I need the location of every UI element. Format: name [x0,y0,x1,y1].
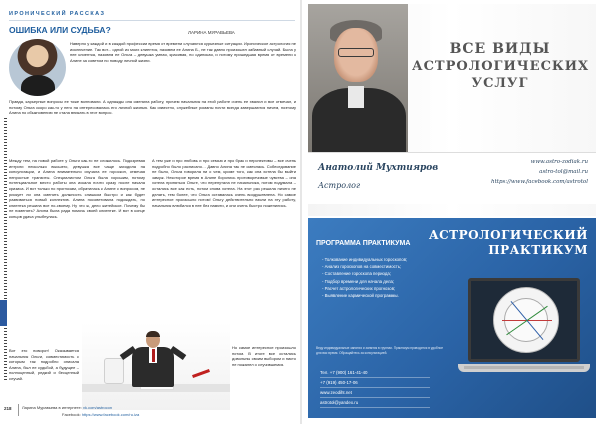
workshop-site-link[interactable]: www.zeodiht.net [320,388,430,398]
article-column-2: А тем уже и про любовь и про семью и про брак и перспективы – все очень подробно было расписано… Давно Алина так не смеялась. Собеседование не было, Ольга говорила ни о чем, кроме того, как она хотела бы выйти замуж. Некоторое время в Алине боролись противоречивые чувства – она хотела приняться Ольге, что перепутала не начальника, потом подумала – остались все как есть, потом снова хотела. На этот раз решила ничего не делать, тем более, что Ольга оставалась очень воодушевлена. Но самое интересное произошло потом! Ольгу действительно взяли на эту работу, начальник влюбился в нее без памяти, и они очень быстро поженились. [152,158,296,208]
hair [146,331,160,337]
footer-line-2-label: Facebook: [62,412,81,417]
author-photo [9,39,66,96]
portrait-collar [348,86,364,108]
workshop-contacts [320,368,430,408]
program-list [322,256,452,299]
phone-number-1[interactable]: +7 (900) 161-41-40 [329,370,368,375]
vk-link[interactable]: vk.com/astrocon [82,405,113,410]
astrology-services-ad [308,4,596,216]
footer-line-1 [22,405,112,410]
ad-facebook-link[interactable]: https://www.facebook.com/astrotol [491,179,588,185]
program-item: - Выявление кармической программы. [322,293,399,299]
ad-contacts [491,157,588,187]
footer-separator [18,404,19,416]
natal-chart-wheel [493,287,559,353]
article-column-1: Между тем, на новой работе у Ольги как-то не сложилось. Подозревая интриги несколько высшего, девушка все чаще заходила на консультации, и Алина внимательно изучала ее гороскоп, отмечая непростые транзиты. Специалистом Ольга была хорошим, потому потенциальное место работы она искала почти сразу после начала кризиса. И вот только по прогнозам, обратилась к Алине с вопросом, не рискует ли она сменить должность слишком быстро и как будет развиваться новый коллектив. Алина посоветовала подождать, но клиентка решила все по-своему. Ну что ж, дело житейское. Почему бы не поменять? Алина была рада помочь своей клиентке. И вот в конце концов удача улыбнулась. [9,158,145,219]
article-author: ЛАРИНА МУРАВЬЕВА [188,30,235,35]
pen-image [192,369,210,378]
headline-line-2: АСТРОЛОГИЧЕСКИХ [412,59,590,74]
workshop-heading [429,228,588,258]
program-note: Веду индивидуальные занятия и занятия в группах. Практикум проводится в удобное для вас время. Обращайтесь за консультацией. [316,346,444,355]
astrologer-role: Астролог [318,181,361,190]
right-page [302,0,600,424]
ad-email-link[interactable]: astro-tol@mail.ru [539,169,588,175]
phone-label: Тел. [320,370,329,375]
article-column-1-end: Вот это поворот! Оказывается начальник Ольги, совместимость с которым так подробно описала Алина, был ее судьбой, а будущее – полноценный, редкий и бесценный случай. [9,348,79,381]
rubric: ИРОНИЧЕСКИЙ РАССКАЗ [9,11,106,17]
program-item: - Составление гороскопа периода; [322,271,391,277]
tie [152,349,155,362]
side-tab [0,300,7,326]
ad-name-band [308,152,596,204]
program-item: - Анализ гороскопов на совместимость; [322,264,402,270]
program-item: - Толкование индивидуальных гороскопов; [322,257,408,262]
workshop-email-link[interactable]: astrotol@yandex.ru [320,398,430,408]
headline-line-1: ВСЕ ВИДЫ [449,41,551,57]
ad-site-link[interactable]: www.astro-zodiak.ru [530,159,588,165]
headline-line-3: УСЛУГ [471,76,529,91]
businessman-figure [120,332,186,402]
ad-headline [412,40,588,130]
workshop-heading-line-1: АСТРОЛОГИЧЕСКИЙ [428,228,588,242]
astrologer-name: Анатолий Мухтияров [318,163,439,173]
workshop-heading-line-2: ПРАКТИКУМ [488,243,588,257]
businessman-photo [82,322,230,410]
astrologer-portrait [308,4,408,154]
laptop-screen [468,278,580,362]
article-intro-continued: Правда, карьерные вопросы ее тоже волновали. А однажды она сменила работу, причем начальник на этой работе очень ее хвалил и все отмечал, и потому Ольга скоро как-то у него на интересовалась его личной жизнью. Как известно, служебные романы почти всегда завершаются ничем, поэтому Алина по обыкновению не стала вникать в этот вопрос. [9,99,296,116]
astrology-workshop-ad [308,218,596,418]
author-photo-shirt [21,75,55,96]
article-column-2-end: Но самое интересное произошло потом. В итоге все остались довольны своим выбором и никто не пожалел о случившемся. [232,345,296,367]
facebook-link[interactable]: https://www.facebook.com/ru.iza [81,412,140,417]
laptop-image [458,278,590,406]
rubric-divider [9,20,295,21]
program-item: - Подбор времени для начала дела; [322,278,395,284]
page-number: 218 [4,406,12,411]
page-footer [4,402,300,420]
laptop-keyboard [464,366,584,369]
article-title: ОШИБКА ИЛИ СУДЬБА? [9,25,111,35]
workshop-phone-2[interactable]: +7 (919) 450-17-06 [320,378,430,388]
workshop-phone-1 [320,368,430,378]
footer-line-1-label: Ларина Муравьева в интернете: [22,405,82,410]
portrait-glasses [338,48,374,57]
article-intro: Наверно у каждой и в каждой профессии время от времени случаются курьезные ситуации. Ироническое астрология не исключение. Так вот... одной из моих клиенток, назовем ее Алина Б., не так давно произошел забавный случай. Была у нее клиентка, назовем ее Ольга – девушка умная, красивая, но одинокая, и потому пришедшая время от времени к Алине за советом по поводу личной жизни. [70,41,296,63]
vertical-rule [4,118,7,380]
footer-line-2 [62,412,139,417]
program-item: - Расчет астрологических прогнозов; [322,285,396,291]
program-title: ПРОГРАММА ПРАКТИКУМА [316,240,411,247]
